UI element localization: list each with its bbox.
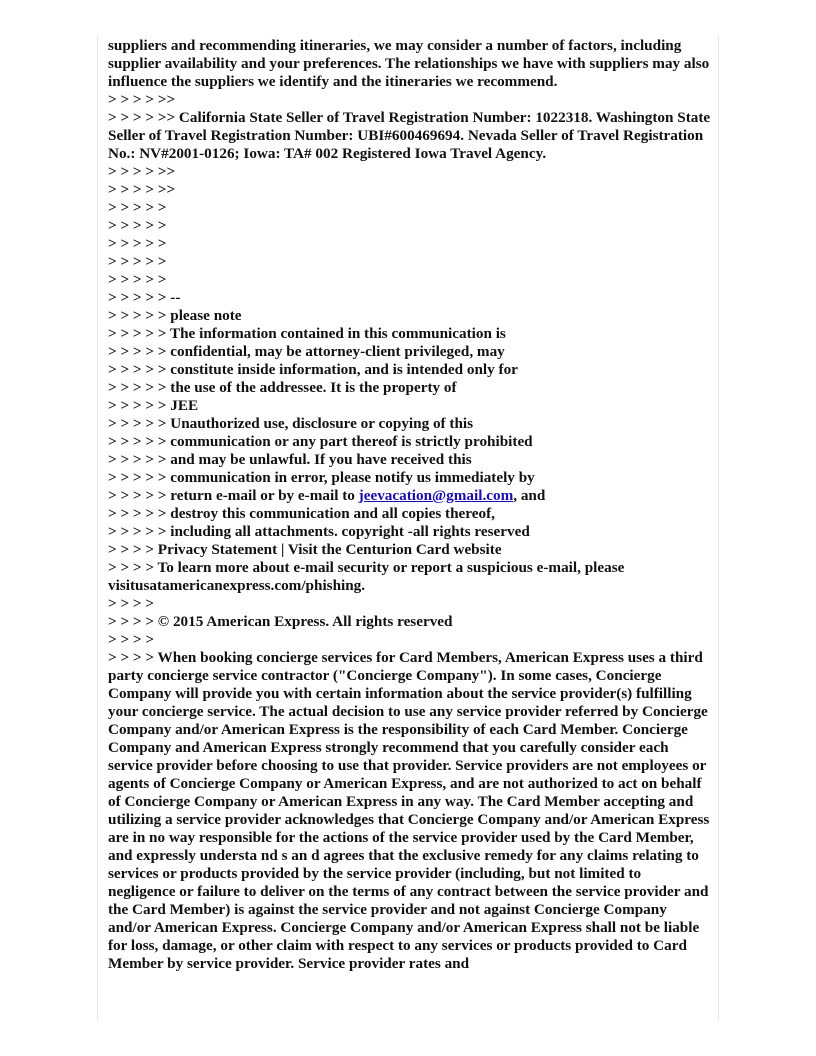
quote-line: > > > > > xyxy=(108,217,167,234)
confidentiality-text: > > > > > return e-mail or by e-mail to xyxy=(108,487,359,504)
confidentiality-line: > > > > > confidential, may be attorney-client privileged, may xyxy=(108,343,505,360)
quote-line: > > > > xyxy=(108,631,155,648)
quote-line: > > > > > xyxy=(108,235,167,252)
confidentiality-line: > > > > > the use of the addressee. It is the property of xyxy=(108,379,457,396)
security-notice: > > > > To learn more about e-mail security or report a suspicious e-mail, please visitusatamericanexpress.com/phishing. xyxy=(108,559,625,594)
confidentiality-line: > > > > > communication in error, please notify us immediately by xyxy=(108,469,535,486)
confidentiality-line: > > > > > Unauthorized use, disclosure or copying of this xyxy=(108,415,474,432)
itinerary-paragraph: suppliers and recommending itineraries, we may consider a number of factors, including supplier availability and your preferences. The relationships we have with suppliers may also influence the suppliers we identify and the itineraries we recommend. xyxy=(108,37,710,90)
quote-line: > > > > > xyxy=(108,199,167,216)
copyright-line: > > > > © 2015 American Express. All rights reserved xyxy=(108,613,453,630)
quote-line: > > > > > xyxy=(108,253,167,270)
email-body xyxy=(108,37,712,973)
seller-of-travel-paragraph: > > > > >> California State Seller of Travel Registration Number: 1022318. Washington State Seller of Travel Registration Number: UBI#600469694. Nevada Seller of Travel Registration No.: NV#2001-0126; Iowa: TA# 002 Registered Iowa Travel Agency. xyxy=(108,109,711,162)
confidentiality-line: > > > > > destroy this communication and all copies thereof, xyxy=(108,505,495,522)
signature-separator: > > > > > -- xyxy=(108,289,181,306)
confidentiality-line: > > > > > please note xyxy=(108,307,242,324)
quote-line: > > > > >> xyxy=(108,91,176,108)
confidentiality-line: > > > > > including all attachments. copyright -all rights reserved xyxy=(108,523,530,540)
confidentiality-line: > > > > > and may be unlawful. If you have received this xyxy=(108,451,472,468)
confidentiality-text: , and xyxy=(513,487,546,504)
confidentiality-line-email xyxy=(108,487,712,505)
confidentiality-line: > > > > > communication or any part thereof is strictly prohibited xyxy=(108,433,533,450)
privacy-statement-line: > > > > Privacy Statement | Visit the Centurion Card website xyxy=(108,541,502,558)
confidentiality-line: > > > > > JEE xyxy=(108,397,199,414)
email-link[interactable]: jeevacation@gmail.com xyxy=(358,487,514,504)
confidentiality-line: > > > > > The information contained in this communication is xyxy=(108,325,506,342)
quote-line: > > > > >> xyxy=(108,163,176,180)
confidentiality-line: > > > > > constitute inside information, and is intended only for xyxy=(108,361,518,378)
quote-line: > > > > xyxy=(108,595,155,612)
quote-line: > > > > >> xyxy=(108,181,176,198)
quote-line: > > > > > xyxy=(108,271,167,288)
concierge-disclaimer: > > > > When booking concierge services for Card Members, American Express uses a third party concierge service contractor ("Concierge Company"). In some cases, Concierge Company will provide you with certain information about the service provider(s) fulfilling your concierge service. The actual decision to use any service provider referred by Concierge Company and/or American Express is the responsibility of each Card Member. Concierge Company and American Express strongly recommend that you carefully consider each service provider before choosing to use that provider. Service providers are not employees or agents of Concierge Company or American Express, and are not authorized to act on behalf of Concierge Company or American Express in any way. The Card Member accepting and utilizing a service provider acknowledges that Concierge Company and/or American Express are in no way responsible for the actions of the service provider used by the Card Member, and expressly understa nd s an d agrees that the exclusive remedy for any claims relating to services or products provided by the service provider (including, but not limited to negligence or failure to deliver on the terms of any contract between the service provider and the Card Member) is against the service provider and not against Concierge Company and/or American Express. Concierge Company and/or American Express shall not be liable for loss, damage, or other claim with respect to any services or products provided to Card Member by service provider. Service provider rates and xyxy=(108,649,710,972)
